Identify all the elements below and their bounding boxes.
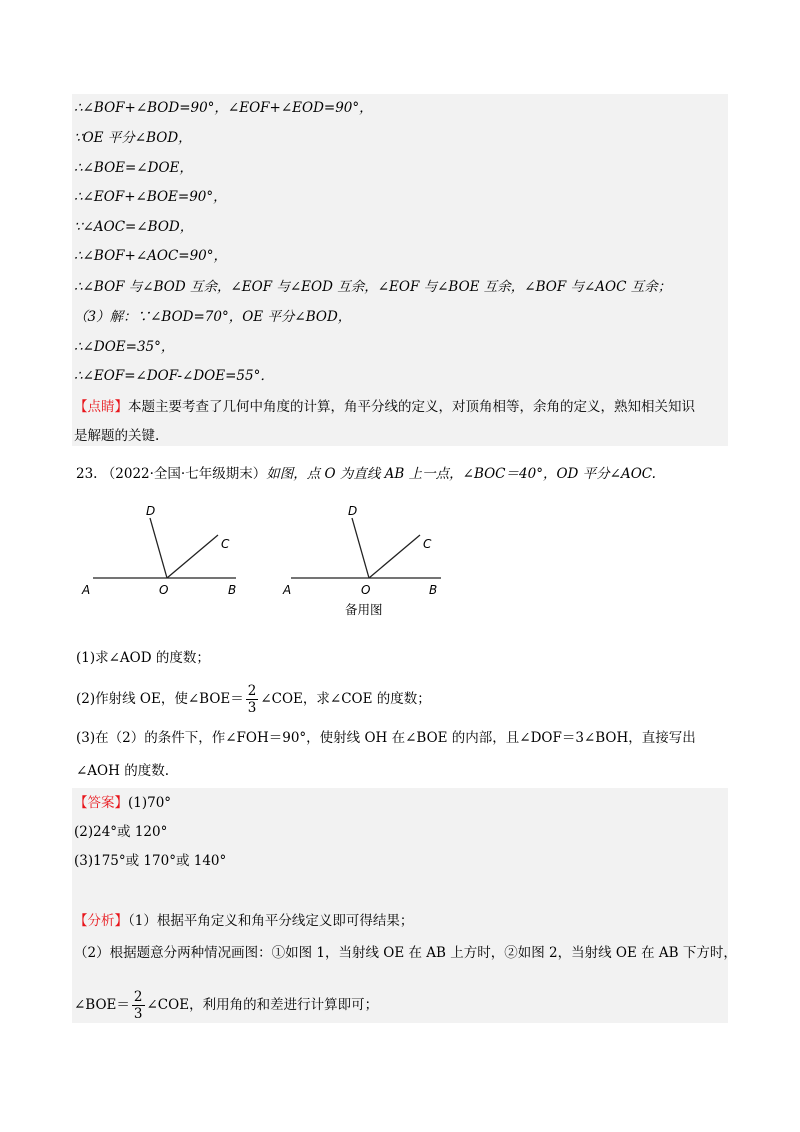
- solution-line-2: ∵OE 平分∠BOD，: [74, 130, 192, 146]
- solution-line-4: ∴∠EOF+∠BOE=90°，: [74, 189, 227, 205]
- analysis-fraction: [132, 989, 145, 1022]
- fraction-numerator: 2: [247, 683, 257, 699]
- fraction-two-thirds: [246, 683, 259, 716]
- question-2: [76, 680, 431, 718]
- answer-line-3: (3)175°或 170°或 140°: [74, 853, 227, 869]
- question-3-line-1: (3)在（2）的条件下，作∠FOH＝90°，使射线 OH 在∠BOE 的内部，且∠DOF＝3∠BOH，直接写出: [76, 730, 696, 746]
- label-b-main: B: [228, 583, 237, 597]
- geometry-figure: [0, 495, 800, 655]
- label-c-spare: C: [423, 537, 432, 551]
- problem-stem: [76, 464, 656, 484]
- analysis-line-2: （2）根据题意分两种情况画图：①如图 1，当射线 OE 在 AB 上方时，②如图 2，当射线 OE 在 AB 下方时，: [74, 945, 737, 961]
- question-2-post: ∠COE，求∠COE 的度数；: [260, 691, 431, 707]
- label-d-spare: D: [348, 504, 358, 518]
- analysis-fraction-denominator: 3: [133, 1006, 143, 1022]
- solution-line-8: （3）解：∵∠BOD=70°，OE 平分∠BOD，: [74, 309, 352, 325]
- solution-line-10: ∴∠EOF=∠DOF-∠DOE=55°．: [74, 368, 274, 384]
- figure-spare: [291, 518, 441, 578]
- solution-line-5: ∵∠AOC=∠BOD，: [74, 219, 194, 235]
- answer-tag: 【答案】: [74, 795, 128, 811]
- solution-line-1: ∴∠BOF+∠BOD=90°，∠EOF+∠EOD=90°，: [74, 100, 373, 116]
- answer-line-2: (2)24°或 120°: [74, 824, 168, 840]
- label-c-main: C: [221, 537, 230, 551]
- problem-number: 23.: [76, 466, 98, 482]
- analysis-line-3: [74, 986, 378, 1024]
- label-a-main: A: [82, 583, 91, 597]
- question-2-pre: (2)作射线 OE，使∠BOE＝: [76, 691, 244, 707]
- comment-line-2: 是解题的关键.: [74, 428, 160, 444]
- comment-line-1: [74, 397, 695, 417]
- question-1: (1)求∠AOD 的度数；: [76, 650, 210, 666]
- spare-figure-caption: 备用图: [345, 602, 383, 617]
- label-o-spare: O: [361, 583, 371, 597]
- label-d-main: D: [146, 504, 156, 518]
- analysis-fraction-numerator: 2: [133, 989, 143, 1005]
- label-a-spare: A: [283, 583, 292, 597]
- solution-line-7: ∴∠BOF 与∠BOD 互余，∠EOF 与∠EOD 互余，∠EOF 与∠BOE 互余，∠BOF 与∠AOC 互余；: [74, 279, 672, 295]
- analysis-line-1: [74, 911, 413, 931]
- analysis-text-1: （1）根据平角定义和角平分线定义即可得结果；: [128, 913, 414, 929]
- solution-line-9: ∴∠DOE=35°，: [74, 339, 175, 355]
- question-3-line-2: ∠AOH 的度数.: [76, 763, 169, 779]
- fraction-denominator: 3: [247, 700, 257, 716]
- solution-line-3: ∴∠BOE=∠DOE，: [74, 160, 193, 176]
- comment-tag: 【点睛】: [74, 399, 128, 415]
- figure-main: [93, 518, 236, 578]
- comment-text-1: 本题主要考查了几何中角度的计算，角平分线的定义，对顶角相等，余角的定义，熟知相关知识: [128, 399, 695, 415]
- answer-1: (1)70°: [128, 795, 172, 811]
- analysis-tag: 【分析】: [74, 913, 128, 929]
- answer-line-1: [74, 793, 171, 813]
- label-b-spare: B: [429, 583, 438, 597]
- problem-stem-text: 如图，点 O 为直线 AB 上一点，∠BOC＝40°，OD 平分∠AOC.: [266, 466, 656, 482]
- problem-source: （2022·全国·七年级期末）: [101, 466, 267, 482]
- label-o-main: O: [159, 583, 169, 597]
- analysis-line-3-pre: ∠BOE＝: [74, 997, 130, 1013]
- analysis-line-3-post: ∠COE，利用角的和差进行计算即可；: [146, 997, 379, 1013]
- solution-line-6: ∴∠BOF+∠AOC=90°，: [74, 248, 228, 264]
